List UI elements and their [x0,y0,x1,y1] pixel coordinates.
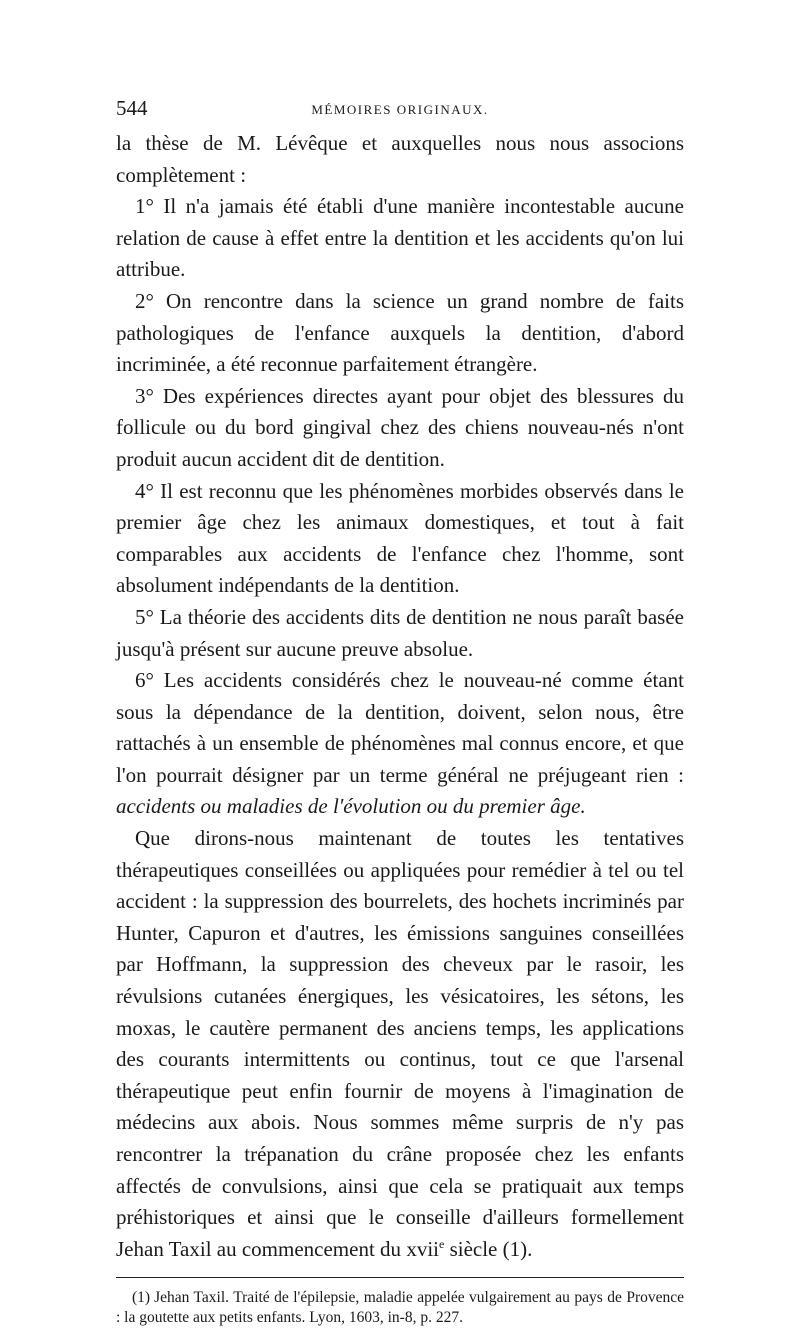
body-text [116,128,684,1265]
point-6-text: 6° Les accidents considérés chez le nouveau-né comme étant sous la dépendance de la dentition, doivent, selon nous, être rattachés à un ensemble de phénomènes mal connus encore, et que l'on pourrait désigner par un terme général ne préjugeant rien : [116,668,684,787]
footnote-marker: (1) [132,1289,151,1307]
paragraph-point-1: 1° Il n'a jamais été établi d'une manière incontestable aucune relation de cause à effet entre la dentition et les accidents qu'on lui attribue. [116,194,684,282]
paragraph-therapeutics [116,823,684,1265]
footnote-rule [116,1277,684,1278]
century-superscript: e [438,1236,445,1251]
therapeutics-text: Que dirons-nous maintenant de toutes les tentatives thérapeutiques conseillées ou appliquées pour remédier à tel ou tel accident : la suppression des bourrelets, des hochets incriminés par Hunter, Capuron et d'autres, les émissions sanguines conseillées par Hoffmann, la suppression des cheveux par le rasoir, les révulsions cutanées énergiques, les vésicatoires, les sétons, les moxas, le cautère permanent des anciens temps, les applications des courants intermittents ou continus, tout ce que l'arsenal thérapeutique peut enfin fournir de moyens à l'imagination de médecins aux abois. Nous sommes même surpris de n'y pas rencontrer la trépanation du crâne proposée chez les enfants affectés de convulsions, ainsi que cela se pratiquait aux temps préhistoriques et ainsi que le conseille d'ailleurs formellement Jehan Taxil au commencement du [116,826,684,1261]
paragraph-point-4: 4° Il est reconnu que les phénomènes morbides observés dans le premier âge chez les animaux domestiques, et tout à fait comparables aux accidents de l'enfance chez l'homme, sont absolument indépendants de la dentition. [116,478,684,598]
running-title: MÉMOIRES ORIGINAUX. [311,102,489,117]
century-numeral: xvii [406,1236,439,1261]
book-page [116,96,684,1328]
paragraph-point-3: 3° Des expériences directes ayant pour objet des blessures du follicule ou du bord gingival chez des chiens nouveau-nés n'ont produit aucun accident dit de dentition. [116,383,684,471]
paragraph-point-6 [116,665,684,823]
footnote-text: Jehan Taxil. Traité de l'épilepsie, maladie appelée vulgairement au pays de Provence : la goutette aux petits enfants. Lyon, 1603, in-8, p. 227. [116,1289,684,1327]
page-number: 544 [116,96,148,120]
paragraph-point-2: 2° On rencontre dans la science un grand nombre de faits pathologiques de l'enfance auxquels la dentition, d'abord incriminée, a été reconnue parfaitement étrangère. [116,288,684,377]
therapeutics-ending: siècle (1). [444,1236,533,1261]
footnote [116,1288,684,1328]
point-6-italic-term: accidents ou maladies de l'évolution ou du premier âge. [116,794,586,819]
paragraph-point-5: 5° La théorie des accidents dits de dentition ne nous paraît basée jusqu'à présent sur aucune preuve absolue. [116,604,684,661]
paragraph-intro: la thèse de M. Lévêque et auxquelles nous nous associons complètement : [116,131,684,187]
running-head [116,96,684,122]
